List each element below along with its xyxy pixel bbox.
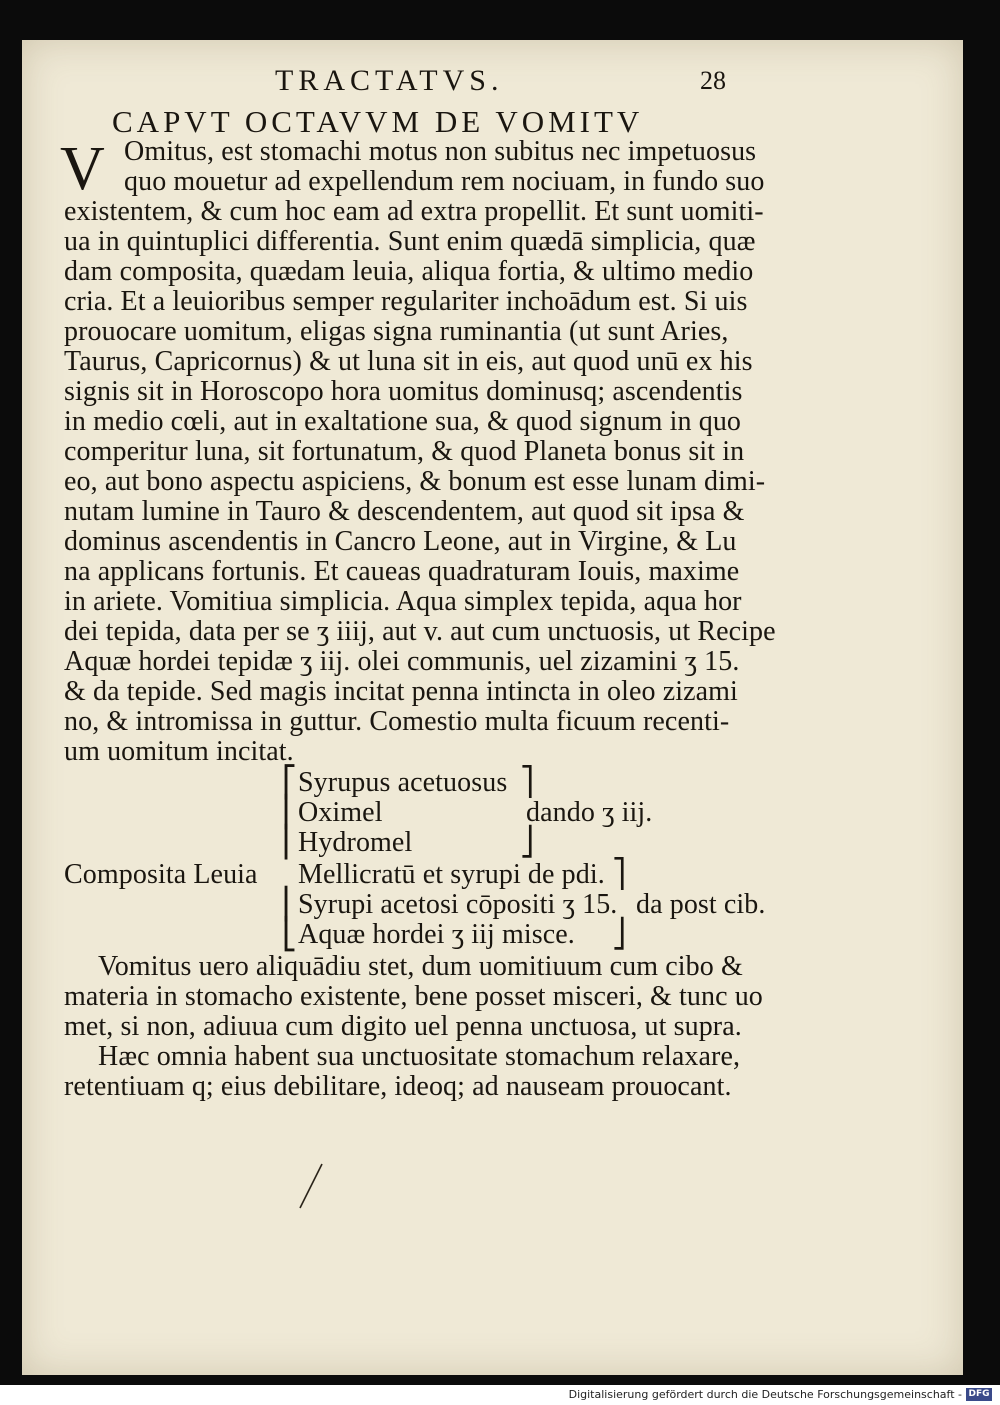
body-line: ua in quintuplici differentia. Sunt enim quædā simplicia, quæ [64, 226, 756, 257]
brace-left-bottom: ⎣ [282, 918, 297, 951]
running-title: TRACTATVS. [275, 64, 504, 97]
chapter-title: CAPVT OCTAVVM DE VOMITV [112, 104, 644, 139]
recipe-item: Aquæ hordei ʒ iij misce. [298, 919, 575, 950]
body-line: Aquæ hordei tepidæ ʒ iij. olei communis, uel zizamini ʒ 15. [64, 646, 740, 677]
body-line: Hæc omnia habent sua unctuositate stomachum relaxare, [98, 1041, 741, 1072]
brace-left-top: ⎡ [282, 766, 297, 799]
brace-left-mid: ⎢ [282, 888, 297, 921]
brace-right-bottom: ⎦ [520, 827, 534, 858]
brace-left-mid: ⎢ [282, 826, 297, 859]
body-line: Taurus, Capricornus) & ut luna sit in eis, aut quod unū ex his [64, 346, 753, 377]
body-line: um uomitum incitat. [64, 736, 294, 767]
footer-credit: Digitalisierung gefördert durch die Deutsche Forschungsgemeinschaft - [568, 1388, 962, 1401]
page-number: 28 [700, 66, 726, 95]
body-line: in medio cœli, aut in exaltatione sua, & quod signum in quo [64, 406, 742, 437]
body-line: & da tepide. Sed magis incitat penna intincta in oleo zizami [64, 676, 738, 707]
recipe-item: Syrupus acetuosus [298, 767, 508, 798]
recipe-label: Composita Leuia [64, 859, 258, 890]
brace-left-mid: ⎢ [282, 796, 297, 829]
brace-right-top: ⎤ [520, 767, 534, 798]
body-line: na applicans fortunis. Et caueas quadraturam Iouis, maxime [64, 556, 740, 587]
body-line: cria. Et a leuioribus semper regulariter inchoādum est. Si uis [64, 286, 748, 317]
body-line: retentiuam q; eius debilitare, ideoq; ad nauseam prouocant. [64, 1071, 732, 1102]
recipe-dose: dando ʒ iij. [526, 797, 653, 828]
body-line: signis sit in Horoscopo hora uomitus dominusq; ascendentis [64, 376, 743, 407]
body-line: prouocare uomitum, eligas signa ruminantia (ut sunt Aries, [64, 316, 729, 347]
body-line: no, & intromissa in guttur. Comestio multa ficuum recenti- [64, 706, 730, 737]
recipe-item: Mellicratū et syrupi de pdi. [298, 859, 605, 890]
pen-stroke-mark [296, 1162, 326, 1210]
body-line: dominus ascendentis in Cancro Leone, aut in Virgine, & Lu [64, 526, 737, 557]
brace-right-bottom: ⎦ [612, 919, 626, 950]
drop-cap: V [60, 135, 105, 203]
brace-right-top: ⎤ [612, 859, 626, 890]
body-line: comperitur luna, sit fortunatum, & quod Planeta bonus sit in [64, 436, 745, 467]
footer-bar [0, 1385, 1000, 1405]
body-line: met, si non, adiuua cum digito uel penna unctuosa, ut supra. [64, 1011, 742, 1042]
body-line: existentem, & cum hoc eam ad extra propellit. Et sunt uomiti- [64, 196, 764, 227]
body-line: materia in stomacho existente, bene posset misceri, & tunc uo [64, 981, 763, 1012]
body-line: eo, aut bono aspectu aspiciens, & bonum est esse lunam dimi- [64, 466, 766, 497]
body-line: in ariete. Vomitiua simplicia. Aqua simplex tepida, aqua hor [64, 586, 742, 617]
body-line: dei tepida, data per se ʒ iiij, aut v. aut cum unctuosis, ut Recipe [64, 616, 776, 647]
recipe-item: Oximel [298, 797, 383, 828]
body-line: Vomitus uero aliquādiu stet, dum uomitiuum cum cibo & [98, 951, 743, 982]
body-line: Omitus, est stomachi motus non subitus nec impetuosus [124, 136, 757, 167]
dfg-logo: DFG [966, 1388, 992, 1401]
recipe-item: Hydromel [298, 827, 413, 858]
body-line: dam composita, quædam leuia, aliqua fortia, & ultimo medio [64, 256, 754, 287]
recipe-item: Syrupi acetosi cōpositi ʒ 15. [298, 889, 618, 920]
body-line: nutam lumine in Tauro & descendentem, aut quod sit ipsa & [64, 496, 745, 527]
body-line: quo mouetur ad expellendum rem nociuam, in fundo suo [124, 166, 765, 197]
recipe-dose: da post cib. [636, 889, 766, 920]
